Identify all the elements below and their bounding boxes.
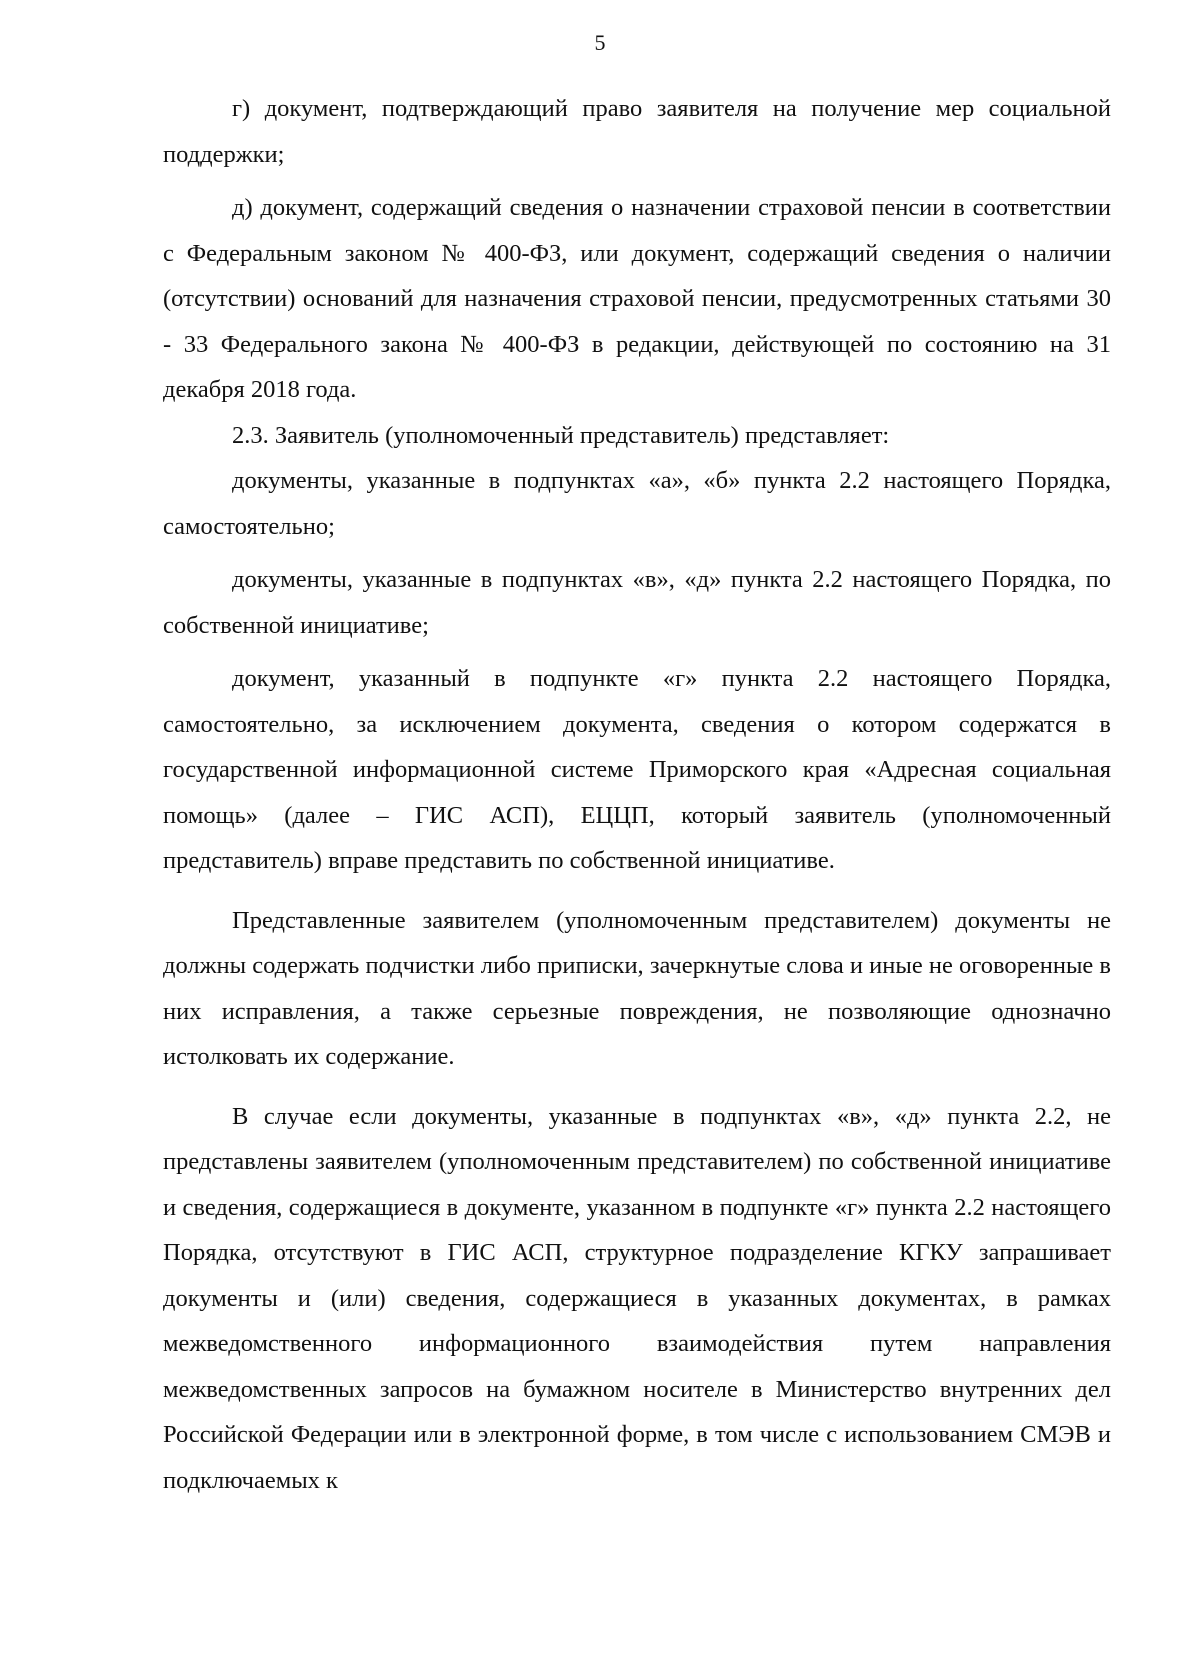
paragraph-requirements: Представленные заявителем (уполномоченным представителем) документы не должны содержать подчистки либо приписки, зачеркнутые слова и иные не оговоренные в них исправления, а также серьезные повреждения, не позволяющие однозначно истолковать их содержание. — [163, 906, 1111, 1070]
paragraph-item-d: д) документ, содержащий сведения о назначении страховой пенсии в соответствии с Федеральным законом № 400-ФЗ, или документ, содержащий сведения о наличии (отсутствии) оснований для назначения страховой пенсии, предусмотренных статьями 30 - 33 Федерального закона № 400-ФЗ в редакции, действующей по состоянию на 31 декабря 2018 года. — [163, 194, 1111, 403]
paragraph-interagency-request: В случае если документы, указанные в подпунктах «в», «д» пункта 2.2, не представлены заявителем (уполномоченным представителем) по собственной инициативе и сведения, содержащиеся в документе, указанном в подпункте «г» пункта 2.2 настоящего Порядка, отсутствуют в ГИС АСП, структурное подразделение КГКУ запрашивает документы и (или) сведения, содержащиеся в указанных документах, в рамках межведомственного информационного взаимодействия путем направления межведомственных запросов на бумажном носителе в Министерство внутренних дел Российской Федерации или в электронной форме, в том числе с использованием СМЭВ и подключаемых к — [163, 1102, 1111, 1494]
document-body — [163, 86, 1111, 1503]
paragraph-docs-a-b: документы, указанные в подпунктах «а», «б» пункта 2.2 настоящего Порядка, самостоятельно; — [163, 467, 1111, 540]
paragraph-section-2-3: 2.3. Заявитель (уполномоченный представитель) представляет: — [232, 421, 890, 449]
paragraph-item-g: г) документ, подтверждающий право заявителя на получение мер социальной поддержки; — [163, 95, 1111, 168]
paragraph-doc-g: документ, указанный в подпункте «г» пункта 2.2 настоящего Порядка, самостоятельно, за исключением документа, сведения о котором содержатся в государственной информационной системе Приморского края «Адресная социальная помощь» (далее – ГИС АСП), ЕЦЦП, который заявитель (уполномоченный представитель) вправе представить по собственной инициативе. — [163, 665, 1111, 874]
page-number: 5 — [594, 30, 606, 55]
paragraph-docs-v-d: документы, указанные в подпунктах «в», «д» пункта 2.2 настоящего Порядка, по собственной инициативе; — [163, 566, 1111, 639]
